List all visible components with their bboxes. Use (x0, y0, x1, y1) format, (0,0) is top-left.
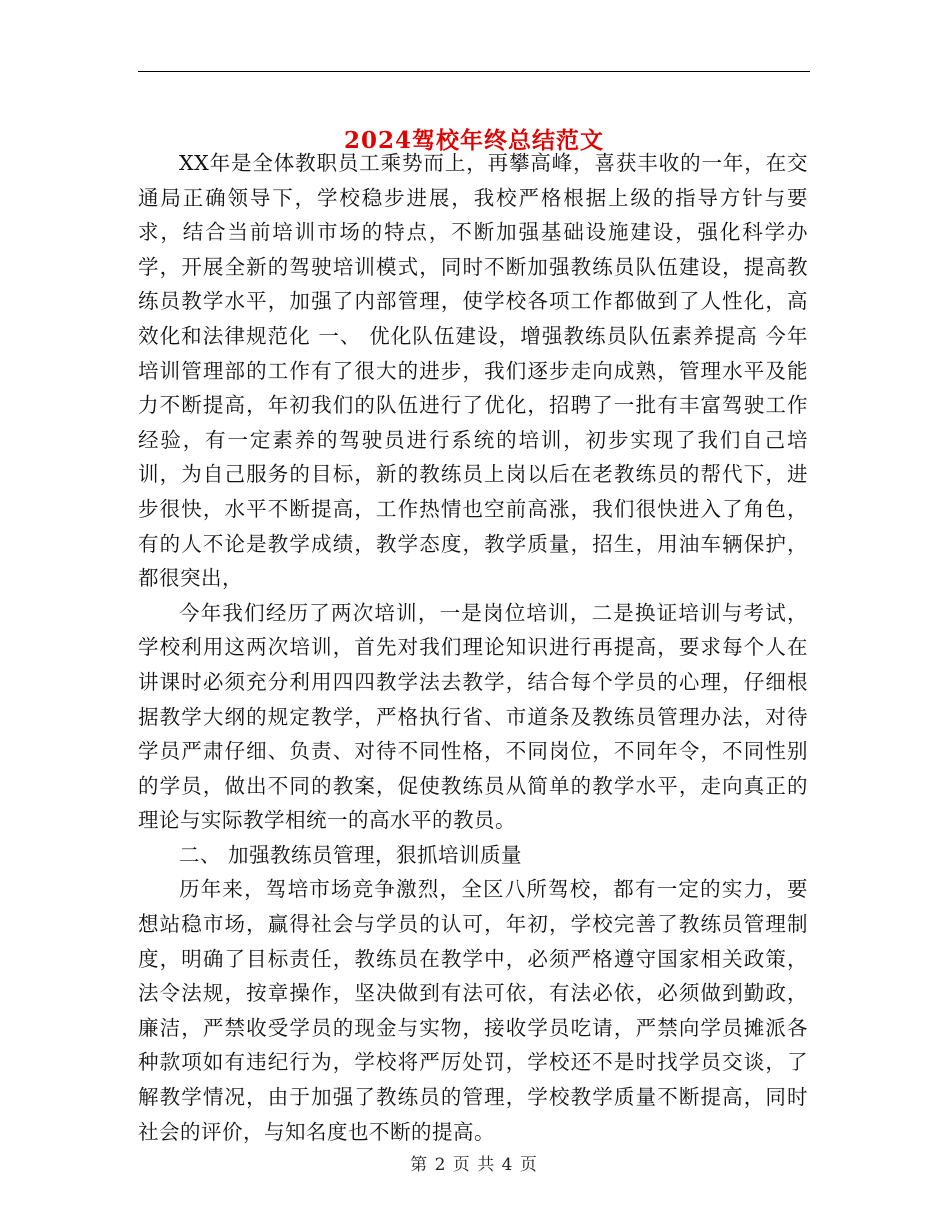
page-number-footer: 第 2 页 共 4 页 (410, 1155, 538, 1175)
document-body (138, 146, 808, 1149)
paragraph-1: XX年是全体教职员工乘势而上，再攀高峰，喜获丰收的一年，在交通局正确领导下，学校稳步进展，我校严格根据上级的指导方针与要求，结合当前培训市场的特点，不断加强基础设施建设，强化科学办学，开展全新的驾驶培训模式，同时不断加强教练员队伍建设，提高教练员教学水平，加强了内部管理，使学校各项工作都做到了人性化，高效化和法律规范化 一、 优化队伍建设，增强教练员队伍素养提高 今年培训管理部的工作有了很大的进步，我们逐步走向成熟，管理水平及能力不断提高，年初我们的队伍进行了优化，招聘了一批有丰富驾驶工作经验，有一定素养的驾驶员进行系统的培训，初步实现了我们自己培训，为自己服务的目标，新的教练员上岗以后在老教练员的帮代下，进步很快，水平不断提高，工作热情也空前高涨，我们很快进入了角色，有的人不论是教学成绩，教学态度，教学质量，招生，用油车辆保护，都很突出， (138, 151, 808, 591)
paragraph-3: 历年来，驾培市场竞争激烈，全区八所驾校，都有一定的实力，要想站稳市场，赢得社会与学员的认可，年初，学校完善了教练员管理制度，明确了目标责任，教练员在教学中，必须严格遵守国家相关政策，法令法规，按章操作，坚决做到有法可依，有法必依，必须做到勤政，廉洁，严禁收受学员的现金与实物，接收学员吃请，严禁向学员摊派各种款项如有违纪行为，学校将严厉处罚，学校还不是时找学员交谈，了解教学情况，由于加强了教练员的管理，学校教学质量不断提高，同时社会的评价，与知名度也不断的提高。 (138, 877, 808, 1144)
section-heading-2: 二、 加强教练员管理，狠抓培训质量 (179, 842, 523, 867)
paragraph-2: 今年我们经历了两次培训，一是岗位培训，二是换证培训与考试，学校利用这两次培训，首先对我们理论知识进行再提高，要求每个人在讲课时必须充分利用四四教学法去教学，结合每个学员的心理，仔细根据教学大纲的规定教学，严格执行省、市道条及教练员管理办法，对待学员严肃仔细、负责、对待不同性格，不同岗位，不同年令，不同性别的学员，做出不同的教案，促使教练员从简单的教学水平，走向真正的理论与实际教学相统一的高水平的教员。 (138, 600, 808, 833)
document-title: 2024驾校年终总结范文 (343, 127, 604, 155)
header-rule (138, 71, 810, 72)
